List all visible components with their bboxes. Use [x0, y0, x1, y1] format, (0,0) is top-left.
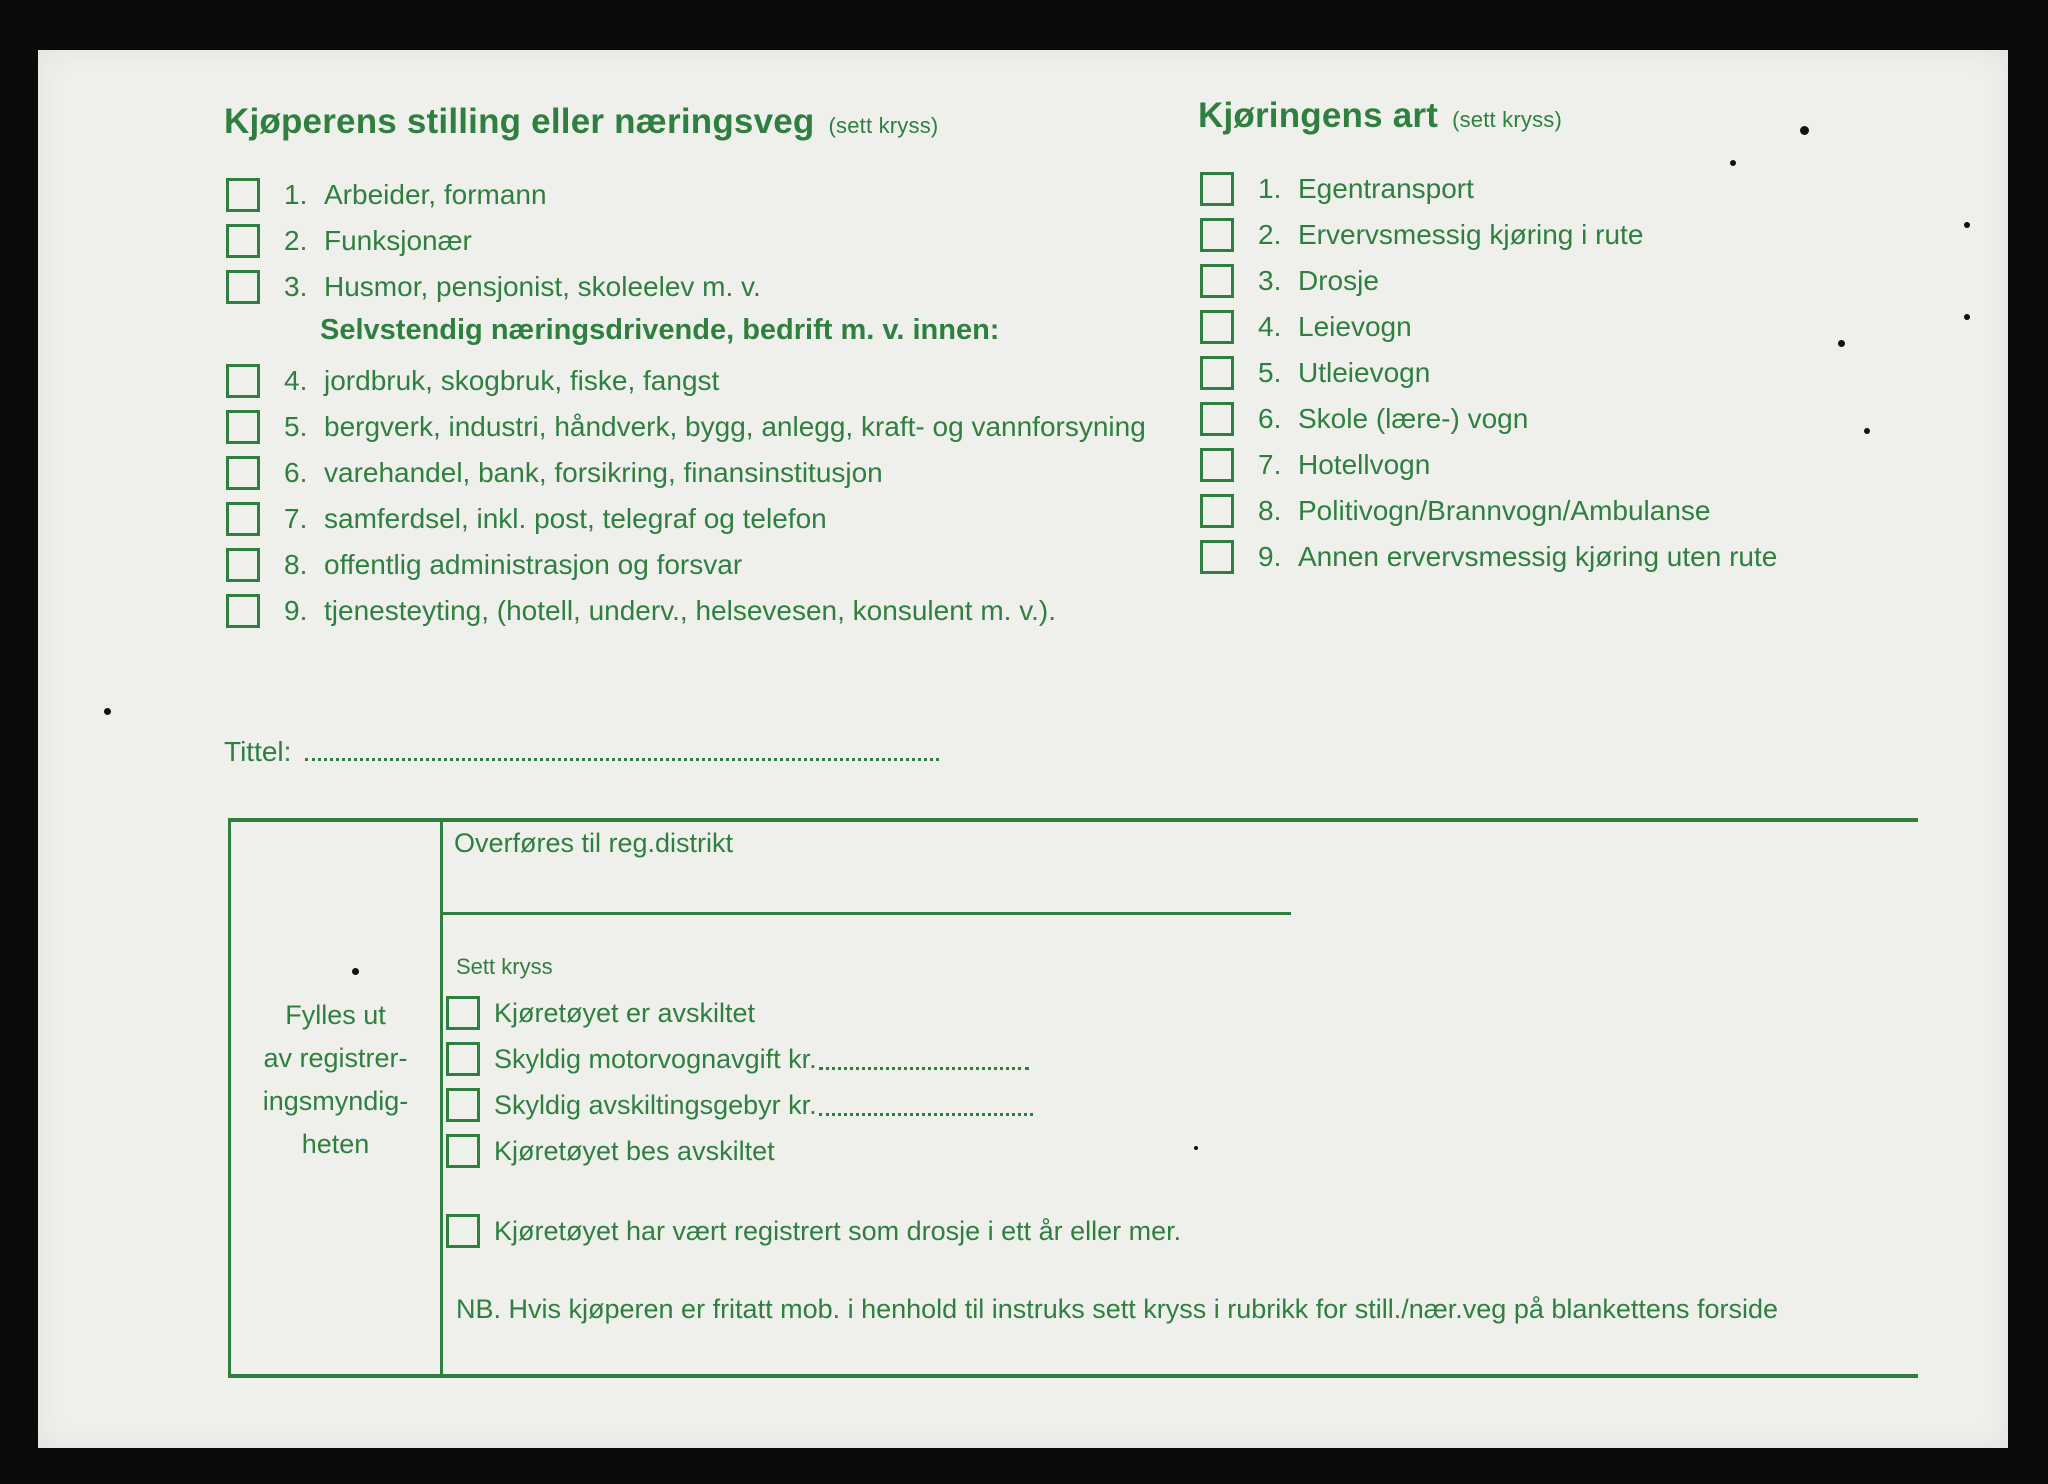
- scan-speck: [1194, 1146, 1198, 1150]
- option-label: Ervervsmessig kjøring i rute: [1298, 219, 1644, 250]
- driving-option-5[interactable]: [1200, 356, 1430, 390]
- registry-authority-note: [233, 994, 438, 1166]
- option-number: 4.: [284, 365, 308, 396]
- option-number: 4.: [1258, 311, 1282, 342]
- side-line: av registrer-: [263, 1043, 408, 1073]
- scan-speck: [1838, 340, 1845, 347]
- option-label: offentlig administrasjon og forsvar: [324, 549, 743, 580]
- checkbox[interactable]: [1200, 310, 1234, 344]
- nb-note: NB. Hvis kjøperen er fritatt mob. i henhold til instruks sett kryss i rubrikk for still./nær.veg på blankettens forside: [456, 1294, 1778, 1324]
- check-label: Kjøretøyet bes avskiltet: [494, 1135, 775, 1166]
- option-number: 2.: [1258, 219, 1282, 250]
- option-number: 6.: [284, 457, 308, 488]
- drosje-registered-check[interactable]: [446, 1214, 1181, 1248]
- scan-speck: [1864, 428, 1870, 434]
- option-label: tjenesteyting, (hotell, underv., helsevesen, konsulent m. v.).: [324, 595, 1057, 626]
- scan-speck: [352, 968, 359, 975]
- registry-frame-divider: [440, 818, 443, 1374]
- scan-speck: [104, 708, 111, 715]
- checkbox[interactable]: [226, 594, 260, 628]
- scan-speck: [1800, 126, 1809, 135]
- checkbox[interactable]: [226, 548, 260, 582]
- checkbox[interactable]: [226, 502, 260, 536]
- checkbox[interactable]: [1200, 402, 1234, 436]
- registry-check-4[interactable]: [446, 1134, 775, 1168]
- option-label: Annen ervervsmessig kjøring uten rute: [1298, 541, 1778, 572]
- checkbox[interactable]: [446, 1214, 480, 1248]
- checkbox[interactable]: [446, 1042, 480, 1076]
- option-number: 8.: [284, 549, 308, 580]
- option-number: 7.: [1258, 449, 1282, 480]
- form-card: [38, 50, 2008, 1448]
- title-dotted-line[interactable]: [305, 740, 939, 761]
- option-number: 7.: [284, 503, 308, 534]
- driving-type-title: Kjøringens art: [1198, 96, 1439, 135]
- option-label: Egentransport: [1298, 173, 1474, 204]
- title-field[interactable]: [224, 736, 939, 768]
- option-label: Husmor, pensjonist, skoleelev m. v.: [324, 271, 761, 302]
- side-line: heten: [301, 1129, 370, 1159]
- option-number: 1.: [284, 179, 308, 210]
- check-label: Kjøretøyet er avskiltet: [494, 997, 756, 1028]
- option-label: Politivogn/Brannvogn/Ambulanse: [1298, 495, 1711, 526]
- option-label: bergverk, industri, håndverk, bygg, anlegg, kraft- og vannforsyning: [324, 411, 1146, 442]
- option-label: samferdsel, inkl. post, telegraf og telefon: [324, 503, 827, 534]
- occupation-option-8[interactable]: [226, 548, 742, 582]
- occupation-option-5[interactable]: [226, 410, 1146, 444]
- driving-type-heading: [1198, 96, 1562, 136]
- option-label: varehandel, bank, forsikring, finansinstitusjon: [324, 457, 883, 488]
- occupation-option-7[interactable]: [226, 502, 827, 536]
- registry-check-3[interactable]: [446, 1088, 1033, 1122]
- registry-check-2[interactable]: [446, 1042, 1029, 1076]
- option-number: 1.: [1258, 173, 1282, 204]
- checkbox[interactable]: [1200, 540, 1234, 574]
- buyer-occupation-title: Kjøperens stilling eller næringsveg: [224, 102, 815, 141]
- option-label: Arbeider, formann: [324, 179, 547, 210]
- option-label: Leievogn: [1298, 311, 1412, 342]
- option-label: Hotellvogn: [1298, 449, 1431, 480]
- checkbox[interactable]: [226, 364, 260, 398]
- checkbox[interactable]: [1200, 356, 1234, 390]
- option-number: 9.: [284, 595, 308, 626]
- driving-type-note: (sett kryss): [1452, 107, 1563, 132]
- driving-option-1[interactable]: [1200, 172, 1474, 206]
- option-label: Skole (lære-) vogn: [1298, 403, 1529, 434]
- checkbox[interactable]: [226, 410, 260, 444]
- driving-option-3[interactable]: [1200, 264, 1379, 298]
- set-cross-label: Sett kryss: [456, 954, 553, 979]
- option-number: 9.: [1258, 541, 1282, 572]
- option-number: 3.: [1258, 265, 1282, 296]
- title-label: Tittel:: [224, 736, 292, 767]
- side-line: ingsmyndig-: [262, 1086, 409, 1116]
- registry-frame-bottom-rule: [228, 1374, 1918, 1378]
- driving-option-7[interactable]: [1200, 448, 1430, 482]
- occupation-option-3[interactable]: [226, 270, 761, 304]
- registry-frame-top-rule: [228, 818, 1918, 822]
- amount-dotted-line[interactable]: [819, 1049, 1029, 1070]
- option-label: Funksjonær: [324, 225, 472, 256]
- option-number: 5.: [1258, 357, 1282, 388]
- option-number: 5.: [284, 411, 308, 442]
- self-employed-subheading: Selvstendig næringsdrivende, bedrift m. v. innen:: [320, 314, 1000, 346]
- occupation-option-2[interactable]: [226, 224, 472, 258]
- checkbox[interactable]: [226, 178, 260, 212]
- fee-dotted-line[interactable]: [819, 1095, 1033, 1116]
- checkbox[interactable]: [446, 996, 480, 1030]
- option-number: 8.: [1258, 495, 1282, 526]
- checkbox[interactable]: [1200, 448, 1234, 482]
- check-label: Kjøretøyet har vært registrert som drosje i ett år eller mer.: [494, 1215, 1182, 1246]
- scan-speck: [1964, 314, 1970, 320]
- check-label: Skyldig avskiltingsgebyr kr.: [494, 1089, 817, 1120]
- checkbox[interactable]: [226, 270, 260, 304]
- driving-option-4[interactable]: [1200, 310, 1412, 344]
- driving-option-2[interactable]: [1200, 218, 1643, 252]
- registry-frame-left-rule: [228, 818, 231, 1378]
- checkbox[interactable]: [1200, 172, 1234, 206]
- check-label: Skyldig motorvognavgift kr.: [494, 1043, 817, 1074]
- driving-option-9[interactable]: [1200, 540, 1777, 574]
- option-label: Utleievogn: [1298, 357, 1431, 388]
- checkbox[interactable]: [1200, 494, 1234, 528]
- occupation-option-6[interactable]: [226, 456, 883, 490]
- driving-option-8[interactable]: [1200, 494, 1710, 528]
- scan-speck: [1964, 222, 1970, 228]
- checkbox[interactable]: [226, 224, 260, 258]
- transfer-district-input-line[interactable]: [443, 912, 1291, 915]
- checkbox[interactable]: [226, 456, 260, 490]
- checkbox[interactable]: [446, 1088, 480, 1122]
- transfer-district-label: Overføres til reg.distrikt: [454, 828, 734, 858]
- occupation-option-4[interactable]: [226, 364, 719, 398]
- scan-speck: [1730, 160, 1736, 166]
- buyer-occupation-heading: [224, 102, 938, 142]
- option-label: jordbruk, skogbruk, fiske, fangst: [324, 365, 720, 396]
- checkbox[interactable]: [1200, 218, 1234, 252]
- driving-option-6[interactable]: [1200, 402, 1528, 436]
- option-label: Drosje: [1298, 265, 1379, 296]
- buyer-occupation-note: (sett kryss): [828, 113, 939, 138]
- option-number: 3.: [284, 271, 308, 302]
- option-number: 2.: [284, 225, 308, 256]
- checkbox[interactable]: [1200, 264, 1234, 298]
- side-line: Fylles ut: [285, 1000, 386, 1030]
- occupation-option-1[interactable]: [226, 178, 547, 212]
- registry-check-1[interactable]: [446, 996, 755, 1030]
- option-number: 6.: [1258, 403, 1282, 434]
- checkbox[interactable]: [446, 1134, 480, 1168]
- occupation-option-9[interactable]: [226, 594, 1056, 628]
